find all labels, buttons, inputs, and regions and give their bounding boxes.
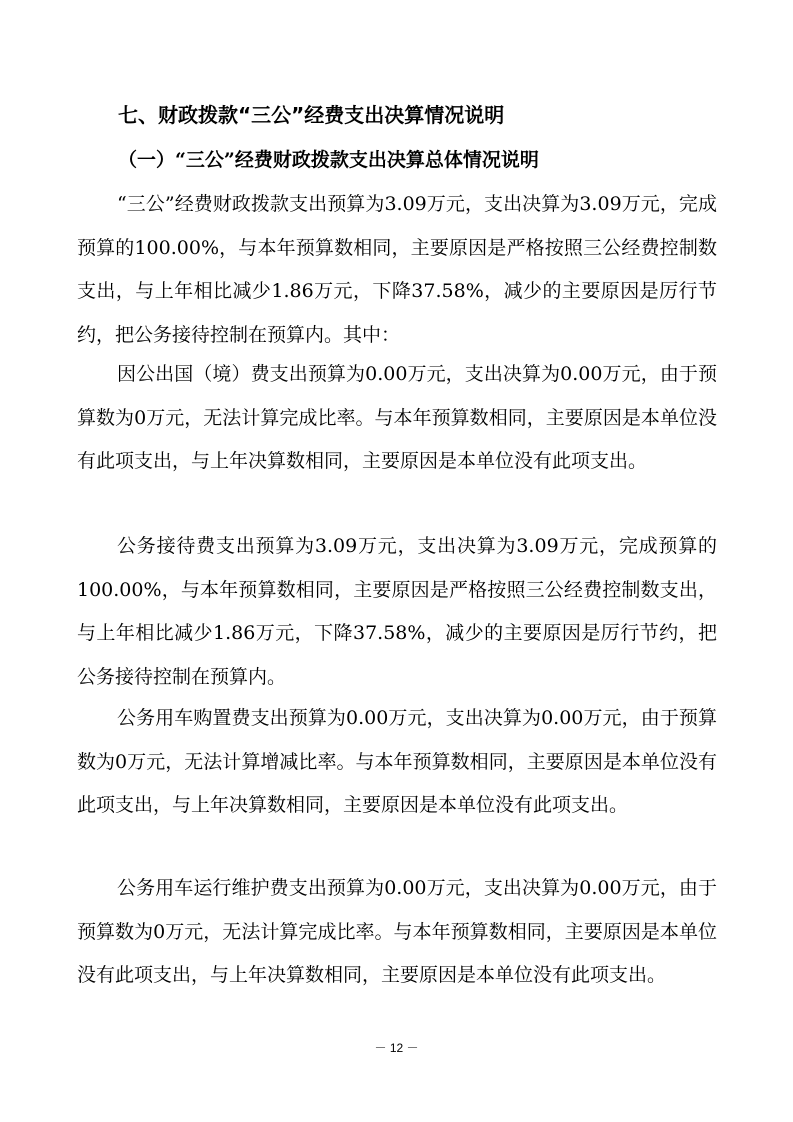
- page-number: － 12 －: [374, 1041, 419, 1055]
- paragraph-overall: “三公”经费财政拨款支出预算为3.09万元，支出决算为3.09万元，完成预算的100.00%，与本年预算数相同，主要原因是严格按照三公经费控制数支出，与上年相比减少1.86万元，下降37.58%，减少的主要原因是厉行节约，把公务接待控制在预算内。其中：: [77, 193, 717, 346]
- paragraph-vehicle-operation: 公务用车运行维护费支出预算为0.00万元，支出决算为0.00万元，由于预算数为0万元，无法计算完成比率。与本年预算数相同，主要原因是本单位没有此项支出，与上年决算数相同，主要原因是本单位没有此项支出。: [77, 877, 717, 986]
- subsection-heading: （一）“三公”经费财政拨款支出决算总体情况说明: [118, 149, 539, 171]
- paragraph-vehicle-purchase: 公务用车购置费支出预算为0.00万元，支出决算为0.00万元，由于预算数为0万元，无法计算增减比率。与本年预算数相同，主要原因是本单位没有此项支出，与上年决算数相同，主要原因是本单位没有此项支出。: [77, 707, 717, 816]
- paragraph-overseas-travel: 因公出国（境）费支出预算为0.00万元，支出决算为0.00万元，由于预算数为0万元，无法计算完成比率。与本年预算数相同，主要原因是本单位没有此项支出，与上年决算数相同，主要原因是本单位没有此项支出。: [77, 363, 717, 472]
- section-heading: 七、财政拨款“三公”经费支出决算情况说明: [118, 103, 505, 127]
- paragraph-official-reception: 公务接待费支出预算为3.09万元，支出决算为3.09万元，完成预算的100.00%，与本年预算数相同，主要原因是严格按照三公经费控制数支出，与上年相比减少1.86万元，下降37.58%，减少的主要原因是厉行节约，把公务接待控制在预算内。: [77, 535, 717, 688]
